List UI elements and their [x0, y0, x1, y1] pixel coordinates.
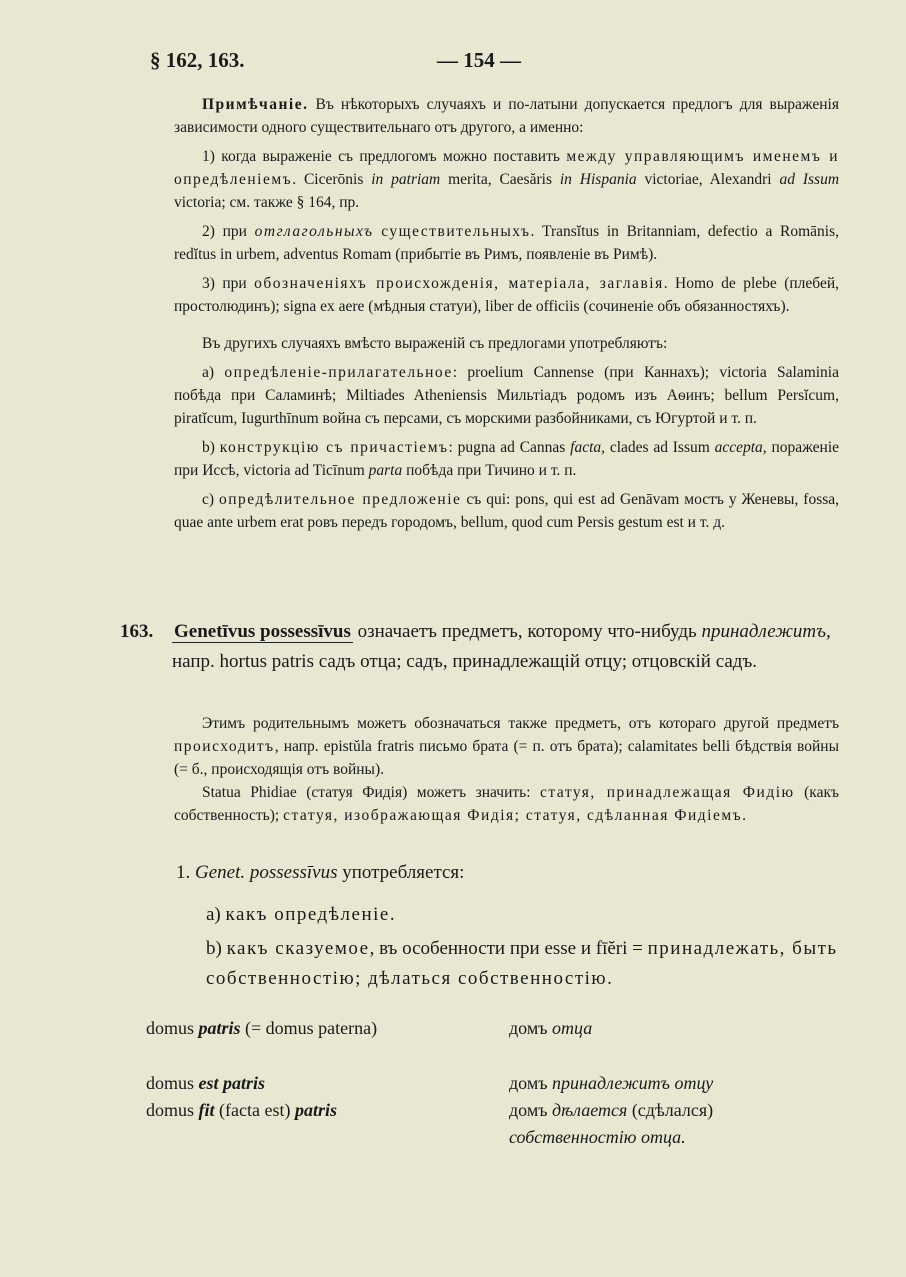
note-other-cases: Въ другихъ случаяхъ вмѣсто выраженій съ предлогами употребляютъ: [202, 335, 668, 352]
section-ref: § 162, 163. [150, 48, 245, 72]
section-heading: Genetīvus possessīvus [174, 621, 351, 642]
note-item-2: 2) при отглагольныхъ существительныхъ. Transĭtus in Britanniam, defectio a Romānis, redĭtus in urbem, adventus Romam (прибытіе въ Римъ, появленіе въ Римѣ). [174, 223, 840, 263]
note2-para-2: Statua Phidiae (статуя Фидія) можетъ значить: статуя, принадлежащая Фидію (какъ собственность); статуя, изображающая Фидія; статуя, сдѣланная Фидіемъ. [174, 784, 840, 824]
note-162 [174, 93, 839, 540]
note-item-b: b) конструкцію съ причастіемъ: pugna ad Cannas facta, clades ad Issum accepta, пораженіе при Иссѣ, victoria ad Ticīnum parta побѣда при Тичино и т. п. [174, 439, 840, 479]
example-latin: domus fit (facta est) patris [146, 1100, 337, 1120]
section-163-text: Genetīvus possessīvus означаетъ предметъ, которому что-нибудь принадлежитъ, напр. hortus patris садъ отца; садъ, принадлежащій отцу; отцовскій садъ. [172, 621, 831, 672]
section-number: 163. [120, 621, 154, 642]
example-latin: domus est patris [146, 1073, 266, 1093]
example-latin: domus patris (= domus paterna) [146, 1018, 378, 1038]
page-header [0, 42, 906, 82]
note-item-1: 1) когда выраженіе съ предлогомъ можно поставить между управляющимъ именемъ и опредѣленіемъ. Cicerōnis in patriam merita, Caesăris in Hispania victoriae, Alexandri ad Issum victoria; см. также § 164, пр. [174, 148, 840, 211]
note-item-c: c) опредѣлительное предложеніе съ qui: pons, qui est ad Genāvam мостъ у Женевы, fossa, quae ante urbem erat ровъ передъ городомъ, bellum, quod cum Persis gestum est и т. д. [174, 491, 840, 531]
page-number: — 154 — [437, 48, 521, 72]
note2-para-1: Этимъ родительнымъ можетъ обозначаться также предметъ, отъ котораго другой предметъ происходитъ, напр. epistŭla fratris письмо брата (= п. отъ брата); calamitates belli бѣдствія войны (= б., происходящія отъ войны). [174, 715, 839, 778]
usage-item-a: a) какъ опредѣленіе. [206, 904, 397, 925]
note-label: Примѣчаніе. [202, 96, 309, 113]
usage-item-b: b) какъ сказуемое, въ особенности при esse и fīĕri = принадлежать, быть собственностію; дѣлаться собственностію. [206, 938, 838, 989]
usage-heading: 1. Genet. possessīvus употребляется: [176, 862, 465, 883]
note-item-3: 3) при обозначеніяхъ происхожденія, матеріала, заглавія. Homo de plebe (плебей, простолюдинъ); signa ex aere (мѣдныя статуи), liber de officiis (сочиненіе объ обязанностяхъ). [174, 275, 839, 315]
note-163 [174, 712, 839, 833]
example-russian: домъ принадлежитъ отцу [509, 1073, 714, 1093]
example-russian: домъ дѣлается (сдѣлался) собственностію отца. [509, 1100, 714, 1147]
note-intro: Примѣчаніе. Въ нѣкоторыхъ случаяхъ и по-латыни допускается предлогъ для выраженія зависимости одного существительнаго отъ другого, а именно: [174, 96, 839, 136]
example-russian: домъ отца [509, 1018, 593, 1038]
note-item-a: a) опредѣленіе-прилагательное: proelium Cannense (при Каннахъ); victoria Salaminia побѣда при Саламинѣ; Miltiades Atheniensis Мильтіадъ родомъ изъ Аѳинъ; bellum Persĭcum, piratĭcum, Iugurthīnum война съ персами, съ морскими разбойниками, съ Югуртой и т. п. [174, 364, 839, 427]
section-163 [120, 617, 840, 677]
usage-list [176, 858, 841, 994]
